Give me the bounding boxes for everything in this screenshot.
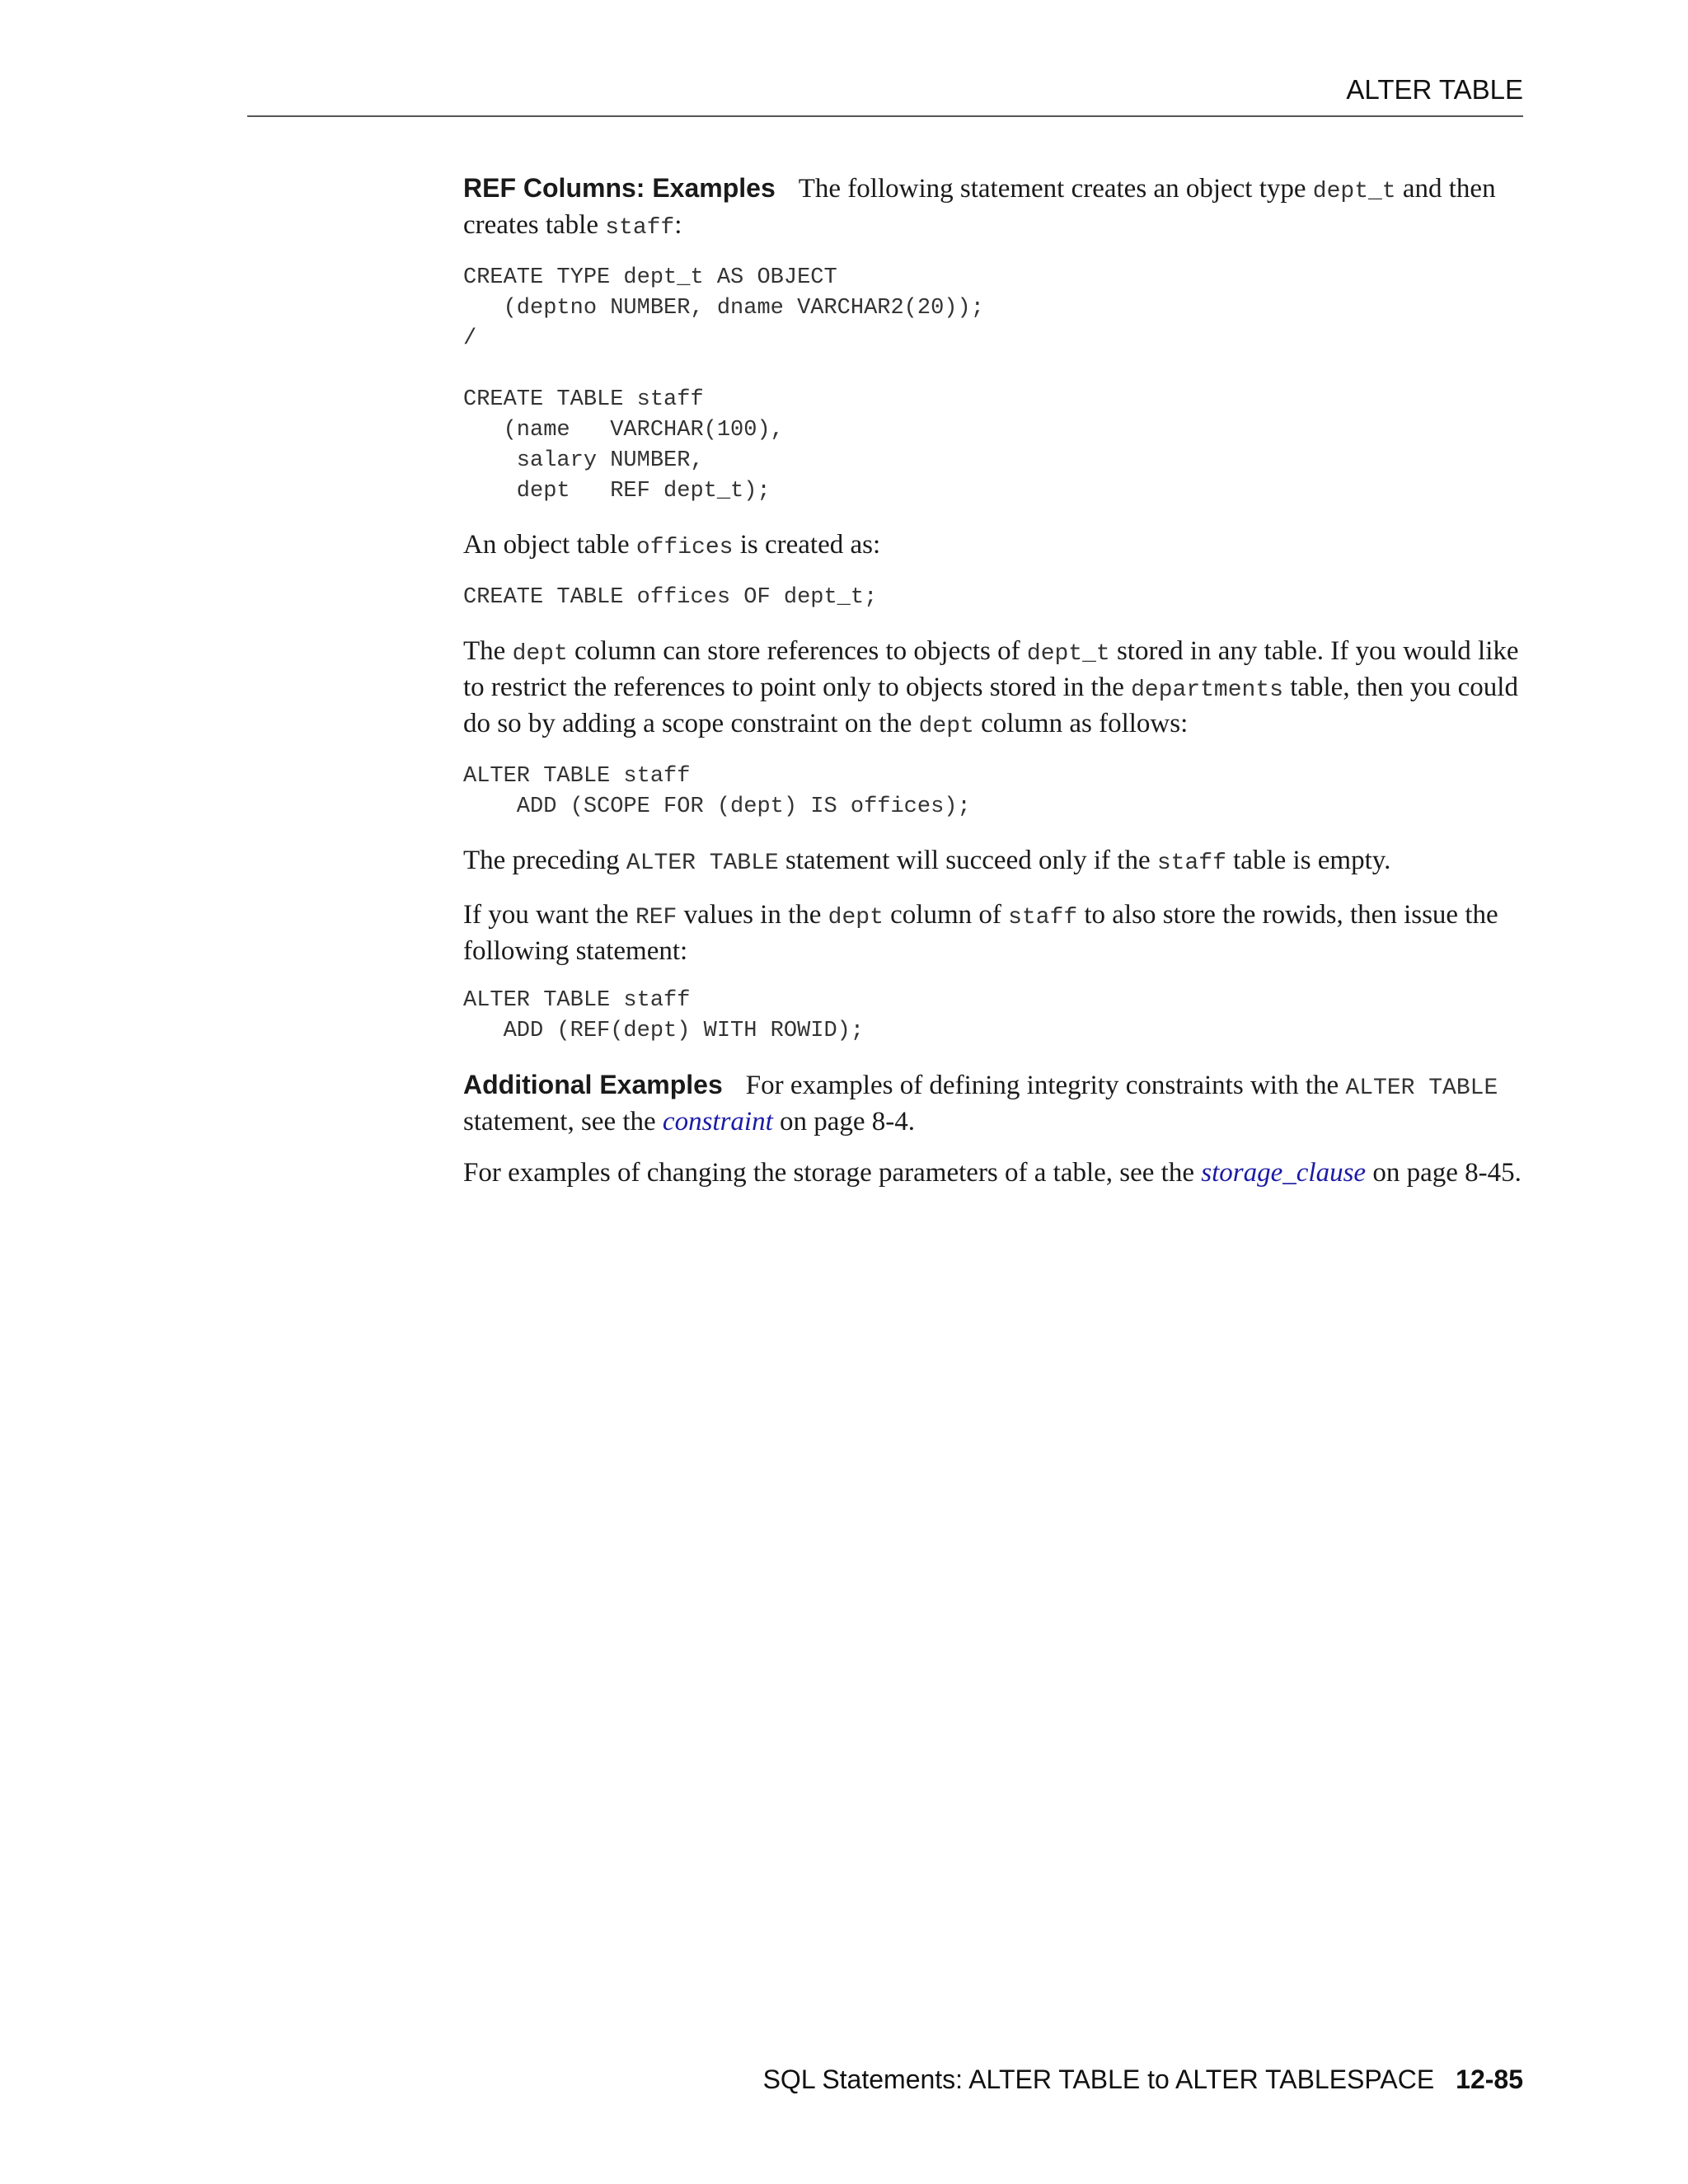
- preceding-paragraph: The preceding ALTER TABLE statement will succeed only if the staff table is empty.: [463, 846, 1391, 876]
- scope-paragraph: The dept column can store references to objects of dept_t stored in any table. If you would like to restrict the references to point only to objects stored in the departments table, then you could do so by adding a scope constraint on the dept column as follows:: [463, 636, 1519, 739]
- additional-examples-paragraph: Additional Examples For examples of defining integrity constraints with the ALTER TABLE statement, see the constraint on page 8-4.: [463, 1070, 1498, 1137]
- page-content: [463, 171, 1526, 1207]
- inline-code: offices: [635, 535, 734, 560]
- inline-code: staff: [605, 215, 675, 241]
- code-block-add-scope: ALTER TABLE staff ADD (SCOPE FOR (dept) IS offices);: [463, 764, 971, 819]
- code-block-create-offices: CREATE TABLE offices OF dept_t;: [463, 585, 878, 610]
- storage-paragraph: For examples of changing the storage parameters of a table, see the storage_clause on page 8-45.: [463, 1158, 1522, 1188]
- inline-code: dept: [512, 641, 568, 667]
- additional-examples-heading: Additional Examples: [463, 1070, 723, 1099]
- rowid-paragraph: If you want the REF values in the dept column of staff to also store the rowids, then issue the following statement:: [463, 900, 1498, 966]
- page-number: 12-85: [1456, 2064, 1523, 2094]
- inline-code: dept: [828, 905, 884, 930]
- footer-title: SQL Statements: ALTER TABLE to ALTER TABLESPACE: [762, 2064, 1435, 2094]
- inline-code: dept_t: [1026, 641, 1110, 667]
- ref-columns-heading: REF Columns: Examples: [463, 173, 776, 203]
- running-header: ALTER TABLE: [1346, 74, 1523, 105]
- header-rule: [247, 115, 1523, 117]
- ref-intro-paragraph: REF Columns: Examples The following statement creates an object type dept_t and then creates table staff:: [463, 173, 1496, 241]
- storage-clause-link[interactable]: storage_clause: [1201, 1158, 1367, 1188]
- inline-code: staff: [1008, 905, 1078, 930]
- code-block-add-ref: ALTER TABLE staff ADD (REF(dept) WITH ROWID);: [463, 988, 865, 1043]
- offices-paragraph: An object table offices is created as:: [463, 530, 881, 560]
- inline-code: dept: [918, 714, 974, 739]
- inline-code: departments: [1131, 677, 1283, 703]
- code-block-create-type: CREATE TYPE dept_t AS OBJECT (deptno NUMBER, dname VARCHAR2(20)); / CREATE TABLE staff (name VARCHAR(100), salary NUMBER, dept REF dept_t);: [463, 265, 984, 504]
- inline-code: ALTER TABLE: [626, 851, 779, 876]
- constraint-link[interactable]: constraint: [662, 1107, 773, 1137]
- inline-code: dept_t: [1312, 179, 1396, 204]
- inline-code: staff: [1156, 851, 1226, 876]
- page-footer: [763, 2064, 1523, 2095]
- inline-code: ALTER TABLE: [1345, 1076, 1498, 1101]
- inline-code: REF: [635, 905, 678, 930]
